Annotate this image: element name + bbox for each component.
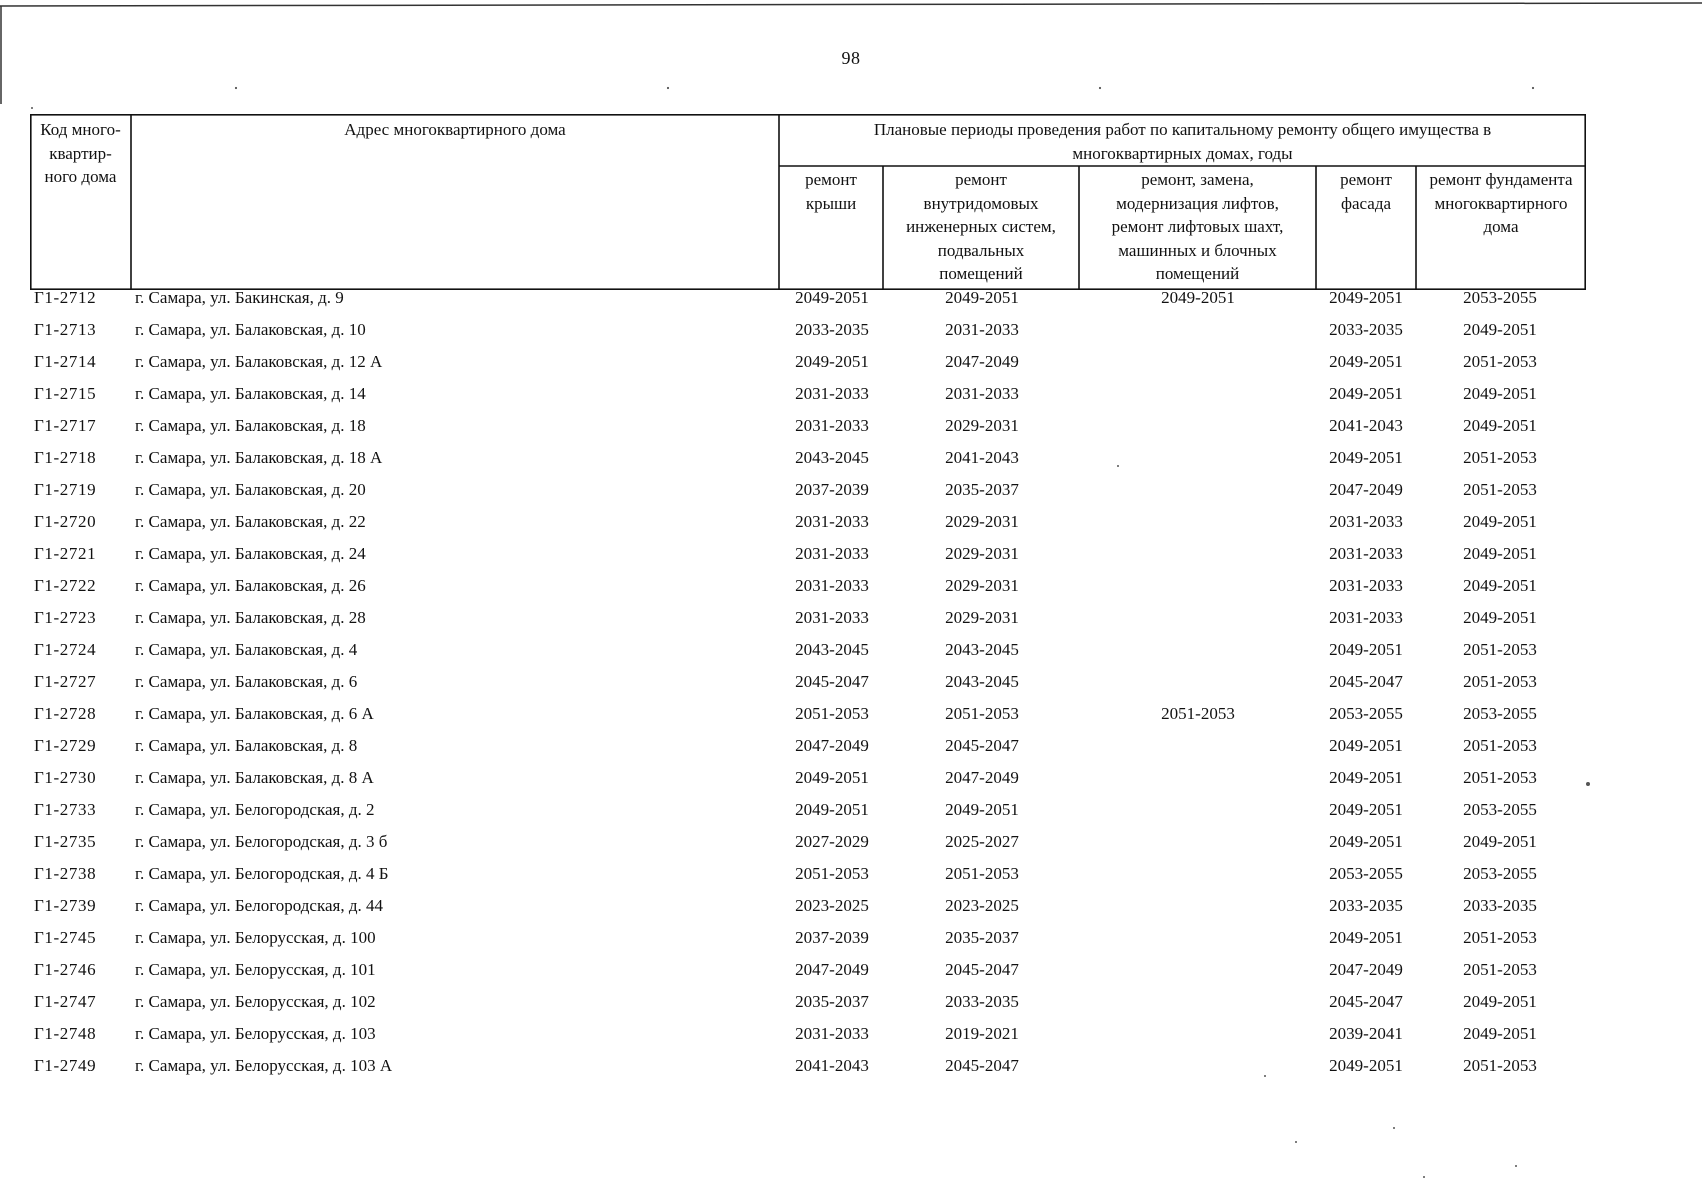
cell-roof: 2033-2035 — [795, 320, 869, 339]
header-lifts-line: помещений — [1155, 264, 1240, 283]
cell-facade: 2049-2051 — [1329, 352, 1403, 371]
cell-facade: 2049-2051 — [1329, 832, 1403, 851]
cell-roof: 2049-2051 — [795, 768, 869, 787]
cell-address: г. Самара, ул. Балаковская, д. 14 — [135, 384, 366, 403]
table-row — [0, 896, 1702, 928]
cell-address: г. Самара, ул. Балаковская, д. 22 — [135, 512, 366, 531]
cell-code: Г1-2715 — [34, 384, 97, 403]
cell-code: Г1-2720 — [34, 512, 97, 531]
cell-roof: 2031-2033 — [795, 576, 869, 595]
cell-engineering: 2047-2049 — [945, 768, 1019, 787]
cell-roof: 2031-2033 — [795, 608, 869, 627]
cell-facade: 2049-2051 — [1329, 640, 1403, 659]
cell-foundation: 2049-2051 — [1463, 512, 1537, 531]
cell-code: Г1-2722 — [34, 576, 97, 595]
cell-facade: 2031-2033 — [1329, 608, 1403, 627]
cell-foundation: 2051-2053 — [1463, 672, 1537, 691]
cell-engineering: 2031-2033 — [945, 384, 1019, 403]
cell-address: г. Самара, ул. Балаковская, д. 4 — [135, 640, 358, 659]
cell-code: Г1-2738 — [34, 864, 97, 883]
table-row — [0, 704, 1702, 736]
cell-code: Г1-2747 — [34, 992, 97, 1011]
cell-foundation: 2049-2051 — [1463, 1024, 1537, 1043]
cell-foundation: 2033-2035 — [1463, 896, 1537, 915]
cell-roof: 2045-2047 — [795, 672, 869, 691]
cell-roof: 2049-2051 — [795, 288, 869, 307]
cell-engineering: 2041-2043 — [945, 448, 1019, 467]
cell-code: Г1-2714 — [34, 352, 97, 371]
cell-roof: 2031-2033 — [795, 384, 869, 403]
header-roof-line: ремонт — [805, 170, 857, 189]
cell-facade: 2031-2033 — [1329, 544, 1403, 563]
cell-code: Г1-2748 — [34, 1024, 97, 1043]
cell-roof: 2023-2025 — [795, 896, 869, 915]
cell-foundation: 2051-2053 — [1463, 448, 1537, 467]
cell-facade: 2049-2051 — [1329, 1056, 1403, 1075]
header-code-line: ного дома — [44, 167, 117, 186]
cell-address: г. Самара, ул. Балаковская, д. 20 — [135, 480, 366, 499]
cell-foundation: 2049-2051 — [1463, 416, 1537, 435]
cell-foundation: 2053-2055 — [1463, 288, 1537, 307]
cell-engineering: 2045-2047 — [945, 1056, 1019, 1075]
cell-engineering: 2035-2037 — [945, 928, 1019, 947]
table-row — [0, 320, 1702, 352]
header-engineering-line: инженерных систем, — [906, 217, 1056, 236]
cell-facade: 2045-2047 — [1329, 992, 1403, 1011]
table-row — [0, 352, 1702, 384]
cell-address: г. Самара, ул. Балаковская, д. 6 А — [135, 704, 374, 723]
cell-foundation: 2049-2051 — [1463, 320, 1537, 339]
cell-foundation: 2049-2051 — [1463, 608, 1537, 627]
cell-roof: 2051-2053 — [795, 704, 869, 723]
table-row — [0, 288, 1702, 320]
table-row — [0, 480, 1702, 512]
header-foundation-line: дома — [1483, 217, 1519, 236]
table-row — [0, 1056, 1702, 1088]
cell-roof: 2041-2043 — [795, 1056, 869, 1075]
header-engineering — [883, 168, 1079, 286]
cell-facade: 2047-2049 — [1329, 960, 1403, 979]
cell-foundation: 2049-2051 — [1463, 384, 1537, 403]
cell-code: Г1-2745 — [34, 928, 97, 947]
cell-facade: 2053-2055 — [1329, 704, 1403, 723]
cell-engineering: 2029-2031 — [945, 512, 1019, 531]
cell-roof: 2027-2029 — [795, 832, 869, 851]
header-roof-line: крыши — [805, 193, 857, 213]
cell-code: Г1-2724 — [34, 640, 97, 659]
cell-roof: 2049-2051 — [795, 352, 869, 371]
cell-roof: 2051-2053 — [795, 864, 869, 883]
cell-facade: 2047-2049 — [1329, 480, 1403, 499]
cell-roof: 2037-2039 — [795, 480, 869, 499]
cell-address: г. Самара, ул. Балаковская, д. 6 — [135, 672, 358, 691]
header-address-text: Адрес многоквартирного дома — [344, 120, 566, 139]
cell-engineering: 2029-2031 — [945, 608, 1019, 627]
cell-roof: 2031-2033 — [795, 1024, 869, 1043]
cell-foundation: 2049-2051 — [1463, 832, 1537, 851]
header-periods-line: многоквартирных домах, годы — [1072, 143, 1293, 163]
cell-foundation: 2051-2053 — [1463, 960, 1537, 979]
cell-code: Г1-2727 — [34, 672, 97, 691]
cell-code: Г1-2749 — [34, 1056, 97, 1075]
header-facade-line: фасада — [1340, 193, 1392, 213]
header-roof — [779, 168, 883, 215]
cell-roof: 2043-2045 — [795, 448, 869, 467]
table-row — [0, 768, 1702, 800]
cell-facade: 2049-2051 — [1329, 384, 1403, 403]
header-engineering-line: помещений — [939, 264, 1023, 283]
header-code-line: Код много- — [40, 120, 121, 139]
header-engineering-line: подвальных — [937, 240, 1025, 260]
header-periods-line: Плановые периоды проведения работ по капитальному ремонту общего имущества в — [873, 120, 1492, 139]
cell-address: г. Самара, ул. Белорусская, д. 101 — [135, 960, 376, 979]
cell-engineering: 2019-2021 — [945, 1024, 1019, 1043]
header-lifts-line: машинных и блочных — [1118, 240, 1277, 260]
header-engineering-line: ремонт — [955, 170, 1007, 189]
cell-address: г. Самара, ул. Балаковская, д. 8 — [135, 736, 358, 755]
cell-code: Г1-2729 — [34, 736, 97, 755]
cell-foundation: 2051-2053 — [1463, 736, 1537, 755]
cell-foundation: 2053-2055 — [1463, 800, 1537, 819]
page-number: 98 — [841, 48, 861, 68]
header-foundation-line: ремонт фундамента — [1429, 170, 1573, 189]
cell-foundation: 2051-2053 — [1463, 352, 1537, 371]
header-code-line: квартир- — [49, 143, 112, 163]
cell-lifts: 2051-2053 — [1161, 704, 1235, 723]
header-address — [131, 118, 779, 142]
cell-address: г. Самара, ул. Балаковская, д. 24 — [135, 544, 366, 563]
cell-roof: 2043-2045 — [795, 640, 869, 659]
cell-engineering: 2045-2047 — [945, 960, 1019, 979]
table-row — [0, 416, 1702, 448]
cell-code: Г1-2728 — [34, 704, 97, 723]
table-row — [0, 448, 1702, 480]
header-lifts-line: модернизация лифтов, — [1116, 193, 1279, 213]
cell-facade: 2033-2035 — [1329, 320, 1403, 339]
cell-roof: 2031-2033 — [795, 416, 869, 435]
cell-facade: 2049-2051 — [1329, 448, 1403, 467]
cell-code: Г1-2712 — [34, 288, 97, 307]
cell-foundation: 2049-2051 — [1463, 576, 1537, 595]
header-foundation-line: многоквартирного — [1434, 193, 1568, 213]
cell-roof: 2047-2049 — [795, 736, 869, 755]
cell-engineering: 2025-2027 — [945, 832, 1019, 851]
cell-engineering: 2029-2031 — [945, 416, 1019, 435]
cell-address: г. Самара, ул. Белорусская, д. 100 — [135, 928, 376, 947]
cell-address: г. Самара, ул. Белогородская, д. 2 — [135, 800, 375, 819]
table-row — [0, 800, 1702, 832]
cell-code: Г1-2735 — [34, 832, 97, 851]
header-facade-line: ремонт — [1340, 170, 1392, 189]
cell-address: г. Самара, ул. Балаковская, д. 28 — [135, 608, 366, 627]
cell-foundation: 2051-2053 — [1463, 1056, 1537, 1075]
cell-code: Г1-2746 — [34, 960, 97, 979]
cell-address: г. Самара, ул. Бакинская, д. 9 — [135, 288, 344, 307]
cell-facade: 2039-2041 — [1329, 1024, 1403, 1043]
header-lifts-line: ремонт лифтовых шахт, — [1111, 217, 1284, 236]
cell-engineering: 2051-2053 — [945, 704, 1019, 723]
header-facade — [1316, 168, 1416, 215]
cell-foundation: 2051-2053 — [1463, 480, 1537, 499]
cell-facade: 2045-2047 — [1329, 672, 1403, 691]
cell-foundation: 2053-2055 — [1463, 704, 1537, 723]
cell-foundation: 2053-2055 — [1463, 864, 1537, 883]
cell-foundation: 2051-2053 — [1463, 640, 1537, 659]
cell-engineering: 2051-2053 — [945, 864, 1019, 883]
cell-address: г. Самара, ул. Балаковская, д. 12 А — [135, 352, 383, 371]
cell-code: Г1-2718 — [34, 448, 97, 467]
cell-engineering: 2033-2035 — [945, 992, 1019, 1011]
cell-facade: 2031-2033 — [1329, 512, 1403, 531]
cell-facade: 2041-2043 — [1329, 416, 1403, 435]
cell-engineering: 2031-2033 — [945, 320, 1019, 339]
cell-foundation: 2051-2053 — [1463, 768, 1537, 787]
table-header — [30, 114, 1586, 290]
table-row — [0, 384, 1702, 416]
cell-address: г. Самара, ул. Балаковская, д. 18 — [135, 416, 366, 435]
cell-facade: 2049-2051 — [1329, 928, 1403, 947]
cell-address: г. Самара, ул. Балаковская, д. 8 А — [135, 768, 374, 787]
header-lifts-line: ремонт, замена, — [1141, 170, 1254, 189]
cell-engineering: 2049-2051 — [945, 288, 1019, 307]
cell-foundation: 2049-2051 — [1463, 992, 1537, 1011]
cell-address: г. Самара, ул. Белогородская, д. 44 — [135, 896, 383, 915]
cell-facade: 2033-2035 — [1329, 896, 1403, 915]
cell-roof: 2031-2033 — [795, 544, 869, 563]
table-row — [0, 512, 1702, 544]
table-row — [0, 864, 1702, 896]
cell-foundation: 2049-2051 — [1463, 544, 1537, 563]
cell-address: г. Самара, ул. Балаковская, д. 10 — [135, 320, 366, 339]
cell-address: г. Самара, ул. Балаковская, д. 26 — [135, 576, 366, 595]
header-periods-group — [779, 118, 1586, 165]
cell-facade: 2049-2051 — [1329, 288, 1403, 307]
cell-engineering: 2035-2037 — [945, 480, 1019, 499]
cell-code: Г1-2739 — [34, 896, 97, 915]
cell-facade: 2049-2051 — [1329, 768, 1403, 787]
table-row — [0, 672, 1702, 704]
table-row — [0, 1024, 1702, 1056]
cell-roof: 2035-2037 — [795, 992, 869, 1011]
cell-engineering: 2023-2025 — [945, 896, 1019, 915]
cell-facade: 2053-2055 — [1329, 864, 1403, 883]
cell-roof: 2031-2033 — [795, 512, 869, 531]
cell-facade: 2049-2051 — [1329, 800, 1403, 819]
cell-facade: 2031-2033 — [1329, 576, 1403, 595]
cell-engineering: 2049-2051 — [945, 800, 1019, 819]
table-row — [0, 736, 1702, 768]
cell-engineering: 2043-2045 — [945, 672, 1019, 691]
cell-engineering: 2029-2031 — [945, 544, 1019, 563]
cell-code: Г1-2723 — [34, 608, 97, 627]
cell-roof: 2037-2039 — [795, 928, 869, 947]
table-row — [0, 640, 1702, 672]
cell-engineering: 2029-2031 — [945, 576, 1019, 595]
header-foundation — [1416, 168, 1586, 239]
header-engineering-line: внутридомовых — [923, 193, 1039, 213]
header-code — [30, 118, 131, 189]
cell-foundation: 2051-2053 — [1463, 928, 1537, 947]
cell-code: Г1-2733 — [34, 800, 97, 819]
table-row — [0, 544, 1702, 576]
cell-engineering: 2045-2047 — [945, 736, 1019, 755]
cell-roof: 2047-2049 — [795, 960, 869, 979]
cell-code: Г1-2719 — [34, 480, 97, 499]
cell-address: г. Самара, ул. Белорусская, д. 102 — [135, 992, 376, 1011]
cell-engineering: 2047-2049 — [945, 352, 1019, 371]
cell-code: Г1-2721 — [34, 544, 97, 563]
cell-address: г. Самара, ул. Белогородская, д. 4 Б — [135, 864, 389, 883]
cell-roof: 2049-2051 — [795, 800, 869, 819]
cell-engineering: 2043-2045 — [945, 640, 1019, 659]
cell-address: г. Самара, ул. Белогородская, д. 3 б — [135, 832, 388, 851]
cell-facade: 2049-2051 — [1329, 736, 1403, 755]
table-row — [0, 608, 1702, 640]
table-row — [0, 928, 1702, 960]
table-row — [0, 992, 1702, 1024]
cell-code: Г1-2730 — [34, 768, 97, 787]
cell-address: г. Самара, ул. Балаковская, д. 18 А — [135, 448, 383, 467]
table-row — [0, 960, 1702, 992]
cell-code: Г1-2713 — [34, 320, 97, 339]
table-row — [0, 832, 1702, 864]
cell-lifts: 2049-2051 — [1161, 288, 1235, 307]
cell-address: г. Самара, ул. Белорусская, д. 103 А — [135, 1056, 393, 1075]
header-lifts — [1079, 168, 1316, 286]
cell-address: г. Самара, ул. Белорусская, д. 103 — [135, 1024, 376, 1043]
table-row — [0, 576, 1702, 608]
cell-code: Г1-2717 — [34, 416, 97, 435]
